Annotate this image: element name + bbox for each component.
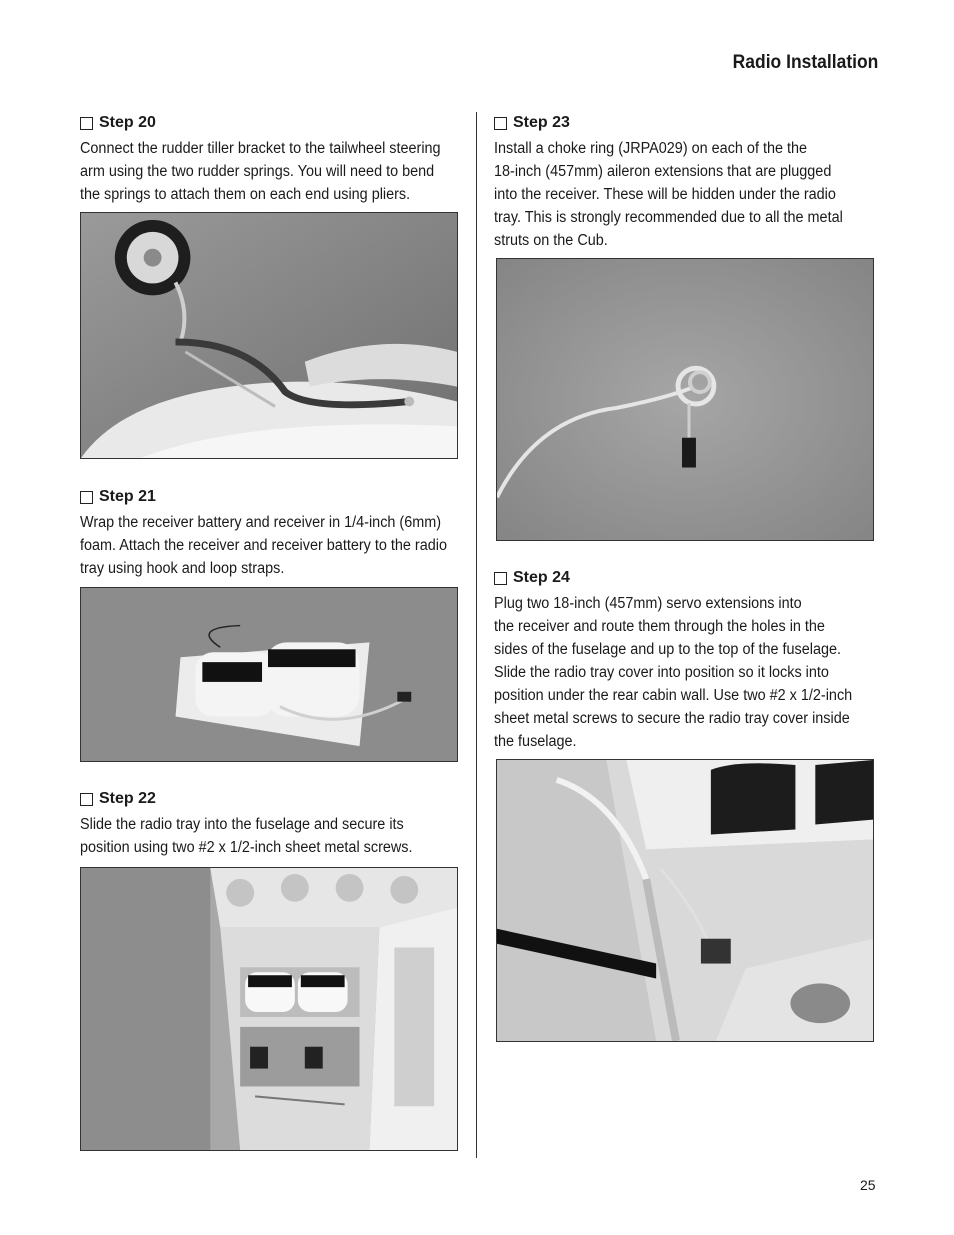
- step-21-photo: [80, 587, 458, 762]
- step-20-photo: [80, 212, 458, 459]
- step-21-checkbox[interactable]: [80, 491, 93, 504]
- step-22-checkbox[interactable]: [80, 793, 93, 806]
- step-20-heading: Step 20: [99, 114, 156, 131]
- step-22-text: Slide the radio tray into the fuselage and secure its position using two #2 x 1/2-inch sheet metal screws.: [80, 816, 413, 856]
- step-24-text: Plug two 18-inch (457mm) servo extensions into the receiver and route them through the holes in the sides of the fuselage and up to the top of the fuselage. Slide the radio tray cover into position so it locks into position under the rear cabin wall. Use two #2 x 1/2-inch sheet metal screws to secure the radio tray cover inside the fuselage.: [494, 595, 853, 750]
- step-24-photo: [496, 759, 874, 1042]
- step-20-text: Connect the rudder tiller bracket to the tailwheel steering arm using the two rudder springs. You will need to bend the springs to attach them on each end using pliers.: [80, 140, 441, 203]
- step-22-heading: Step 22: [99, 790, 156, 807]
- step-23-text: Install a choke ring (JRPA029) on each of the the 18-inch (457mm) aileron extensions that are plugged into the receiver. These will be hidden under the radio tray. This is strongly recommended due to all the metal struts on the Cub.: [494, 140, 843, 249]
- step-24: [494, 569, 894, 753]
- column-divider: [476, 112, 477, 1158]
- step-21-text: Wrap the receiver battery and receiver in 1/4-inch (6mm) foam. Attach the receiver and receiver battery to the radio tray using hook and loop straps.: [80, 514, 447, 577]
- step-20-checkbox[interactable]: [80, 117, 93, 130]
- step-21: [80, 488, 480, 580]
- page-number: 25: [860, 1177, 876, 1193]
- step-23: [494, 114, 894, 252]
- step-20: [80, 114, 480, 206]
- step-24-heading: Step 24: [513, 569, 570, 586]
- step-21-heading: Step 21: [99, 488, 156, 505]
- step-23-checkbox[interactable]: [494, 117, 507, 130]
- step-23-heading: Step 23: [513, 114, 570, 131]
- step-23-photo: [496, 258, 874, 541]
- page-title: Radio Installation: [732, 52, 878, 73]
- step-22: [80, 790, 480, 859]
- step-24-checkbox[interactable]: [494, 572, 507, 585]
- step-22-photo: [80, 867, 458, 1151]
